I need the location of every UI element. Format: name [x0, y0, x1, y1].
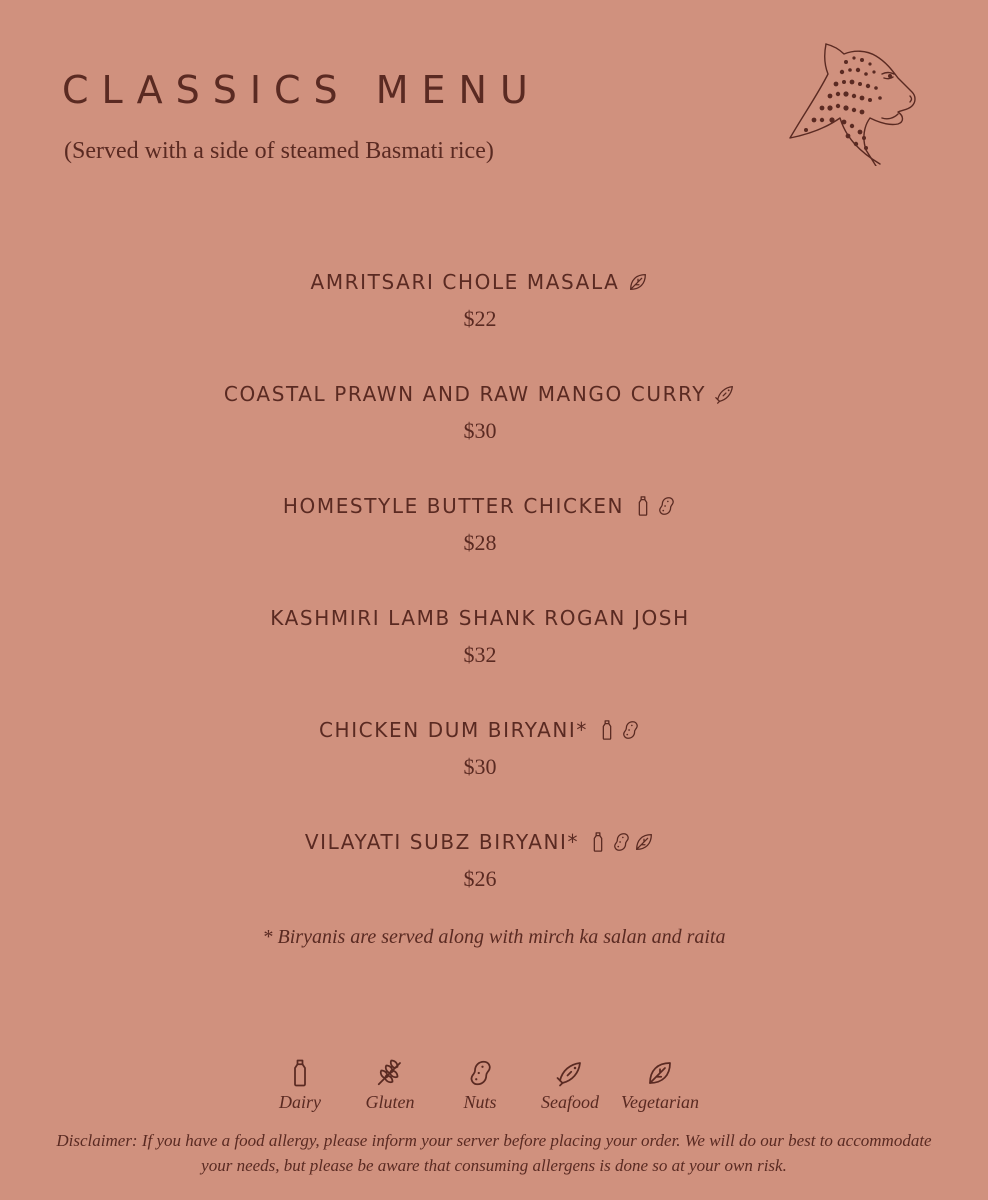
menu-item-allergen-icons — [627, 271, 649, 293]
nuts-icon — [619, 719, 641, 741]
dairy-icon — [587, 831, 609, 853]
legend-label: Nuts — [463, 1092, 497, 1112]
menu-item-title-row — [319, 710, 641, 750]
legend-item-seafood — [525, 1058, 615, 1113]
allergy-disclaimer: Disclaimer: If you have a food allergy, please inform your server before placing your order. We will do our best to accommodate your needs, but please be aware that consuming allergens is done so at your own risk. — [56, 1131, 932, 1175]
vegetarian-icon — [645, 1058, 675, 1088]
menu-list — [0, 262, 960, 934]
legend-item-vegetarian — [615, 1058, 705, 1113]
seafood-icon — [714, 383, 736, 405]
menu-item-name: AMRITSARI CHOLE MASALA — [310, 270, 620, 294]
dairy-icon — [285, 1058, 315, 1088]
menu-item-allergen-icons — [632, 495, 677, 517]
menu-item-name: COASTAL PRAWN AND RAW MANGO CURRY — [223, 382, 707, 406]
menu-item — [0, 262, 960, 374]
biryani-footnote: * Biryanis are served along with mirch ka salan and raita — [262, 926, 726, 948]
dairy-icon — [596, 719, 618, 741]
allergen-legend — [255, 1058, 705, 1113]
vegetarian-icon — [627, 271, 649, 293]
menu-item-price: $26 — [463, 866, 497, 891]
menu-item-price: $32 — [463, 642, 497, 667]
nuts-icon — [655, 495, 677, 517]
legend-label: Dairy — [279, 1092, 321, 1112]
menu-item-name: HOMESTYLE BUTTER CHICKEN — [282, 494, 625, 518]
menu-item-price: $22 — [463, 306, 497, 331]
cheetah-head-icon — [786, 40, 926, 166]
menu-item-title-row — [224, 374, 736, 414]
page-title: CLASSICS MENU — [62, 68, 541, 112]
page-subtitle: (Served with a side of steamed Basmati rice) — [64, 138, 494, 164]
menu-item-price: $30 — [463, 418, 497, 443]
menu-item — [0, 710, 960, 822]
menu-item — [0, 598, 960, 710]
legend-label: Vegetarian — [621, 1092, 699, 1112]
menu-item-name: KASHMIRI LAMB SHANK ROGAN JOSH — [270, 606, 690, 630]
menu-item-title-row — [305, 822, 655, 862]
dairy-icon — [632, 495, 654, 517]
vegetarian-icon — [633, 831, 655, 853]
menu-item-name: VILAYATI SUBZ BIRYANI* — [304, 830, 580, 854]
menu-item-price: $28 — [463, 530, 497, 555]
nuts-icon — [465, 1058, 495, 1088]
legend-item-gluten — [345, 1058, 435, 1113]
gluten-icon — [375, 1058, 405, 1088]
menu-item-name: CHICKEN DUM BIRYANI* — [318, 718, 589, 742]
legend-item-nuts — [435, 1058, 525, 1113]
menu-item-price: $30 — [463, 754, 497, 779]
seafood-icon — [555, 1058, 585, 1088]
menu-item-title-row — [270, 598, 689, 638]
legend-item-dairy — [255, 1058, 345, 1113]
menu-item-title-row — [311, 262, 650, 302]
legend-label: Seafood — [541, 1092, 599, 1112]
menu-item-allergen-icons — [714, 383, 736, 405]
menu-item-allergen-icons — [596, 719, 641, 741]
menu-item-allergen-icons — [587, 831, 655, 853]
nuts-icon — [610, 831, 632, 853]
menu-item — [0, 822, 960, 934]
menu-item — [0, 374, 960, 486]
menu-item-title-row — [283, 486, 677, 526]
menu-item — [0, 486, 960, 598]
legend-label: Gluten — [365, 1092, 415, 1112]
